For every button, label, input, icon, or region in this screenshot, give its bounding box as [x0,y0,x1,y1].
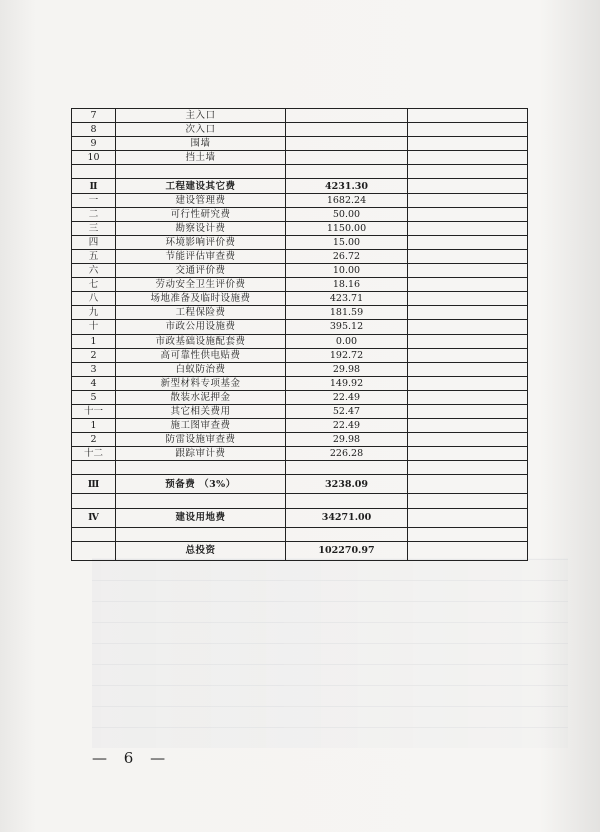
bleed-through-shadow [92,558,568,748]
row-index [72,461,116,475]
remark [408,433,528,447]
remark [408,151,528,165]
amount-value [286,527,408,541]
amount-value: 52.47 [286,404,408,418]
item-name: 市政公用设施费 [116,320,286,334]
table-row [72,193,528,207]
item-name: 跟踪审计费 [116,447,286,461]
table-row [72,348,528,362]
item-name: 散装水泥押金 [116,390,286,404]
table-row [72,376,528,390]
amount-value: 15.00 [286,235,408,249]
row-index: Ⅳ [72,508,116,527]
remark [408,221,528,235]
item-name [116,527,286,541]
item-name: 防雷设施审查费 [116,433,286,447]
amount-value: 1150.00 [286,221,408,235]
row-index: 五 [72,249,116,263]
table-row [72,278,528,292]
row-index: 8 [72,123,116,137]
amount-value: 1682.24 [286,193,408,207]
remark [408,447,528,461]
remark [408,541,528,560]
table-row [72,137,528,151]
remark [408,137,528,151]
row-index: 2 [72,348,116,362]
row-index: Ⅲ [72,475,116,494]
item-name: 环境影响评价费 [116,235,286,249]
item-name: 工程保险费 [116,306,286,320]
table-row [72,264,528,278]
amount-value: 50.00 [286,207,408,221]
table-row [72,292,528,306]
table-row [72,123,528,137]
row-index: 四 [72,235,116,249]
row-index: 1 [72,334,116,348]
amount-value: 0.00 [286,334,408,348]
item-name: 场地准备及临时设施费 [116,292,286,306]
item-name: 建设用地费 [116,508,286,527]
item-name [116,494,286,508]
remark [408,264,528,278]
item-name: 主入口 [116,109,286,123]
remark [408,475,528,494]
remark [408,179,528,193]
remark [408,404,528,418]
item-name: 其它相关费用 [116,404,286,418]
remark [408,123,528,137]
table-row [72,541,528,560]
amount-value: 22.49 [286,419,408,433]
table-row [72,179,528,193]
table-row [72,235,528,249]
amount-value: 395.12 [286,320,408,334]
amount-value: 34271.00 [286,508,408,527]
remark [408,527,528,541]
row-index: 八 [72,292,116,306]
table-row [72,165,528,179]
remark [408,494,528,508]
row-index: 十 [72,320,116,334]
item-name [116,165,286,179]
amount-value: 181.59 [286,306,408,320]
item-name: 预备费 （3%） [116,475,286,494]
amount-value: 423.71 [286,292,408,306]
remark [408,292,528,306]
item-name: 可行性研究费 [116,207,286,221]
remark [408,461,528,475]
item-name: 交通评价费 [116,264,286,278]
remark [408,362,528,376]
amount-value: 4231.30 [286,179,408,193]
remark [408,419,528,433]
page-number: — 6 — [92,749,172,767]
amount-value: 192.72 [286,348,408,362]
table-row [72,390,528,404]
item-name: 挡土墙 [116,151,286,165]
item-name: 工程建设其它费 [116,179,286,193]
row-index: 7 [72,109,116,123]
table-row [72,527,528,541]
item-name: 次入口 [116,123,286,137]
remark [408,376,528,390]
remark [408,193,528,207]
table-row [72,494,528,508]
remark [408,235,528,249]
row-index: 七 [72,278,116,292]
amount-value: 29.98 [286,362,408,376]
table-row [72,320,528,334]
amount-value: 149.92 [286,376,408,390]
row-index: 三 [72,221,116,235]
amount-value: 22.49 [286,390,408,404]
row-index: 1 [72,419,116,433]
row-index: 一 [72,193,116,207]
remark [408,165,528,179]
amount-value: 29.98 [286,433,408,447]
row-index [72,494,116,508]
amount-value: 102270.97 [286,541,408,560]
row-index [72,527,116,541]
item-name: 建设管理费 [116,193,286,207]
investment-estimate-table [71,108,528,561]
row-index: 十一 [72,404,116,418]
row-index: 4 [72,376,116,390]
table-row [72,461,528,475]
table-row [72,221,528,235]
remark [408,334,528,348]
amount-value [286,109,408,123]
row-index: 3 [72,362,116,376]
amount-value [286,123,408,137]
row-index: 二 [72,207,116,221]
remark [408,390,528,404]
item-name: 围墙 [116,137,286,151]
item-name: 劳动安全卫生评价费 [116,278,286,292]
table-row [72,151,528,165]
remark [408,109,528,123]
row-index [72,165,116,179]
remark [408,306,528,320]
table-row [72,404,528,418]
table-row [72,508,528,527]
row-index: 2 [72,433,116,447]
item-name: 勘察设计费 [116,221,286,235]
row-index: 9 [72,137,116,151]
amount-value: 18.16 [286,278,408,292]
row-index: 5 [72,390,116,404]
item-name: 新型材料专项基金 [116,376,286,390]
amount-value: 3238.09 [286,475,408,494]
amount-value [286,137,408,151]
table-row [72,334,528,348]
item-name: 白蚁防治费 [116,362,286,376]
row-index [72,541,116,560]
remark [408,278,528,292]
table-row [72,249,528,263]
item-name: 节能评估审查费 [116,249,286,263]
table-row [72,475,528,494]
remark [408,508,528,527]
remark [408,207,528,221]
remark [408,320,528,334]
row-index: 九 [72,306,116,320]
item-name: 高可靠性供电贴费 [116,348,286,362]
row-index: 10 [72,151,116,165]
row-index: 六 [72,264,116,278]
table-row [72,207,528,221]
row-index: Ⅱ [72,179,116,193]
item-name: 市政基础设施配套费 [116,334,286,348]
table-row [72,433,528,447]
item-name [116,461,286,475]
table-row [72,362,528,376]
amount-value [286,151,408,165]
table-row [72,419,528,433]
amount-value [286,165,408,179]
amount-value [286,461,408,475]
remark [408,249,528,263]
table-row [72,109,528,123]
amount-value: 226.28 [286,447,408,461]
amount-value: 26.72 [286,249,408,263]
row-index: 十二 [72,447,116,461]
amount-value: 10.00 [286,264,408,278]
item-name: 施工图审查费 [116,419,286,433]
remark [408,348,528,362]
item-name: 总投资 [116,541,286,560]
table-row [72,447,528,461]
table-body [72,109,528,561]
amount-value [286,494,408,508]
table-row [72,306,528,320]
